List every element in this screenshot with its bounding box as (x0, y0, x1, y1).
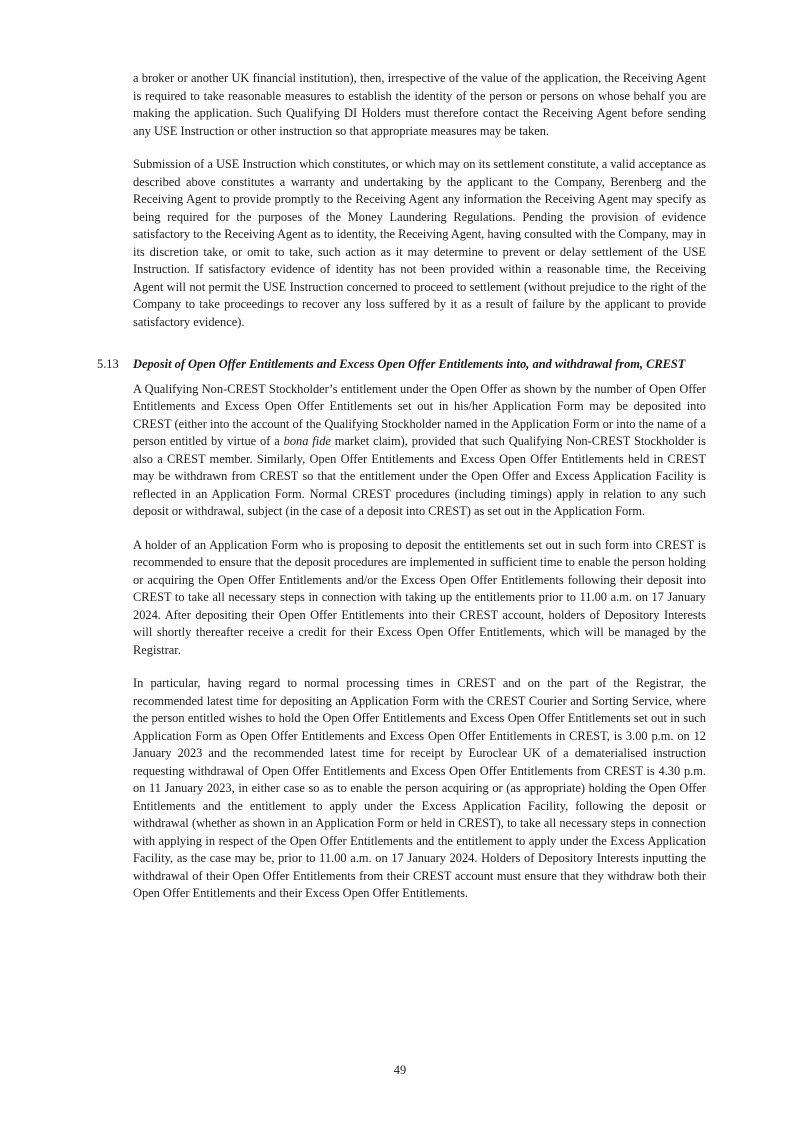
clause-heading-5-13 (97, 356, 706, 374)
clause-number: 5.13 (97, 357, 119, 371)
paragraph-processing-times: In particular, having regard to normal processing times in CREST and on the part of the Registrar, the recommended latest time for depositing an Application Form with the CREST Courier and Sorting Service, where the person entitled wishes to hold the Open Offer Entitlements and Excess Open Offer Entitlements set out in such Application Form as Open Offer Entitlements and Excess Open Offer Entitlements in CREST, is 3.00 p.m. on 12 January 2023 and the recommended latest time for receipt by Euroclear UK of a dematerialised instruction requesting withdrawal of Open Offer Entitlements and Excess Open Offer Entitlements from CREST is 4.30 p.m. on 11 January 2023, in either case so as to enable the person acquiring or (as appropriate) holding the Open Offer Entitlements and the entitlement to apply under the Excess Application Facility, following the deposit or withdrawal (whether as shown in an Application Form or held in CREST), to take all necessary steps in connection with applying in respect of the Open Offer Entitlements and the entitlement to apply under the Excess Application Facility, as the case may be, prior to 11.00 a.m. on 17 January 2024. Holders of Depository Interests inputting the withdrawal of their Open Offer Entitlements from their CREST account must ensure that they withdraw both their Open Offer Entitlements and their Excess Open Offer Entitlements. (133, 676, 706, 900)
paragraph-continuation: a broker or another UK financial institution), then, irrespective of the value of the application, the Receiving Agent is required to take reasonable measures to establish the identity of the person or persons on whose behalf you are making the application. Such Qualifying DI Holders must therefore contact the Receiving Agent before sending any USE Instruction or other instruction so that appropriate measures may be taken. (133, 71, 706, 138)
page-content (97, 70, 706, 903)
paragraph-application-form-holder: A holder of an Application Form who is proposing to deposit the entitlements set out in such form into CREST is recommended to ensure that the deposit procedures are implemented in sufficient time to enable the person holding or acquiring the Open Offer Entitlements and/or the Excess Open Offer Entitlements following their deposit into CREST to take all necessary steps in connection with taking up the entitlements prior to 11.00 a.m. on 17 January 2024. After depositing their Open Offer Entitlements into their CREST account, holders of Depository Interests will shortly thereafter receive a credit for their Excess Open Offer Entitlements, which will be managed by the Registrar. (133, 537, 706, 657)
paragraph-text-lead: A Qualifying Non-CREST Stockholder’s entitlement under the Open Offer as shown by the number of Open Offer Entitlements and Excess Open Offer Entitlements set out in his/her Application Form may be deposited into CREST (either into the account of the Qualifying Stockholder named in the Application Form or into the name of a person entitled by virtue of a (133, 381, 706, 448)
clause-spacer (97, 347, 706, 356)
paragraph-crest-deposit (97, 381, 706, 521)
paragraph-use-instruction-warranty: Submission of a USE Instruction which constitutes, or which may on its settlement constitute, a valid acceptance as described above constitutes a warranty and undertaking by the applicant to the Company, Berenberg and the Receiving Agent to provide promptly to the Receiving Agent any information the Receiving Agent may specify as being required for the purposes of the Money Laundering Regulations. Pending the provision of evidence satisfactory to the Receiving Agent as to identity, the Receiving Agent, having consulted with the Company, may in its discretion take, or omit to take, such action as it may determine to prevent or delay settlement of the USE Instruction. If satisfactory evidence of identity has not been provided within a reasonable time, the Receiving Agent will not permit the USE Instruction concerned to proceed to settlement (without prejudice to the right of the Company to take proceedings to recover any loss suffered by it as a result of failure by the applicant to provide satisfactory evidence). (133, 157, 706, 329)
paragraph-text-tail: market claim), provided that such Qualifying Non-CREST Stockholder is also a CREST member. Similarly, Open Offer Entitlements and Excess Open Offer Entitlements held in CREST may be withdrawn from CREST so that the entitlement under the Open Offer and Excess Application Facility is reflected in an Application Form. Normal CREST procedures (including timings) apply in relation to any such deposit or withdrawal, subject (in the case of a deposit into CREST) as set out in the Application Form. (133, 434, 706, 518)
latin-phrase-emphasis: bona fide (283, 434, 331, 448)
clause-title: Deposit of Open Offer Entitlements and Excess Open Offer Entitlements into, and withdrawal from, CREST (133, 357, 686, 371)
page-number-footer: 49 (393, 1063, 407, 1077)
